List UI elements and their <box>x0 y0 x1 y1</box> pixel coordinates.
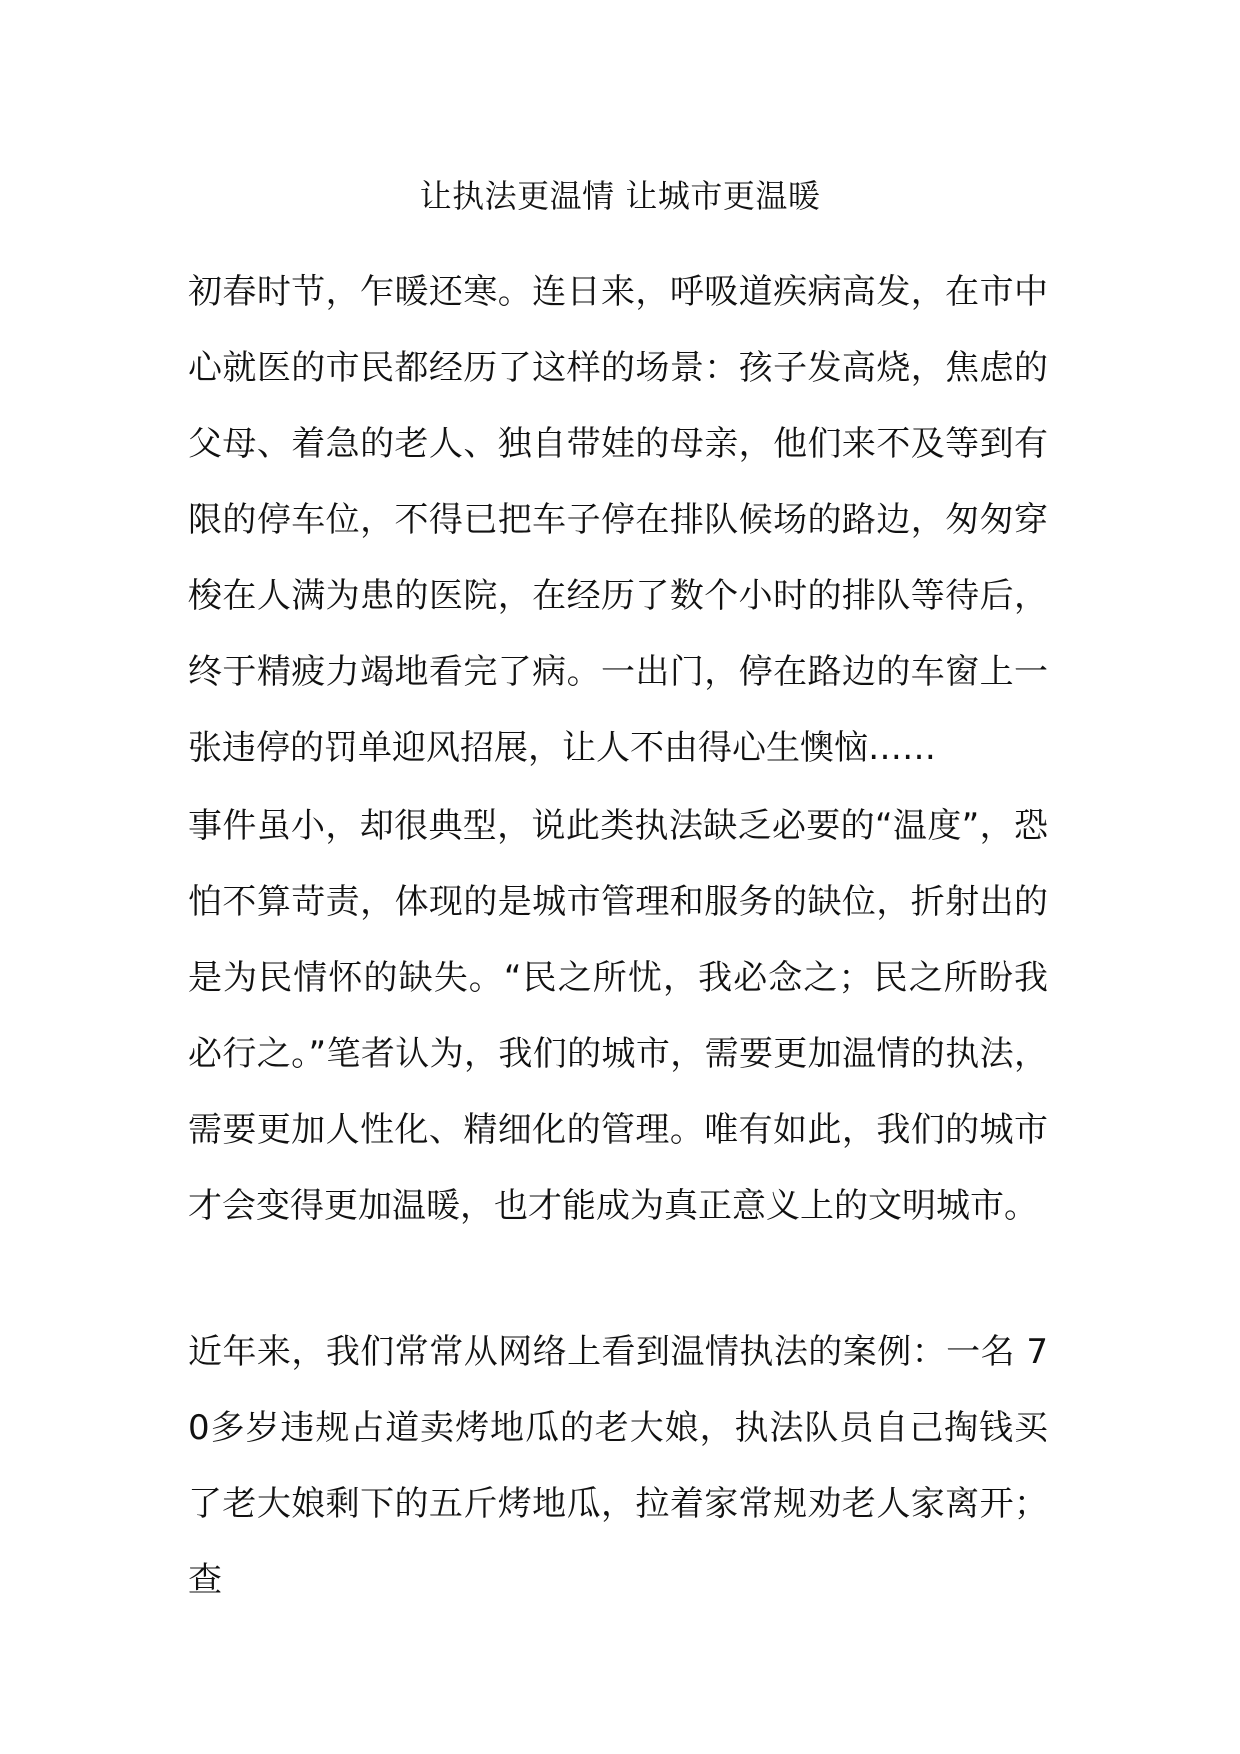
document-title: 让执法更温情 让城市更温暖 <box>419 177 821 215</box>
paragraph-2: 事件虽小，却很典型，说此类执法缺乏必要的“温度”，恐怕不算苛责，体现的是城市管理和服务的缺位，折射出的是为民情怀的缺失。“民之所忧，我必念之；民之所盼我必行之。”笔者认为，我们的城市，需要更加温情的执法，需要更加人性化、精细化的管理。唯有如此，我们的城市才会变得更加温暖，也才能成为真正意义上的文明城市。 <box>188 806 1048 1226</box>
paragraph-1: 初春时节，乍暖还寒。连日来，呼吸道疾病高发，在市中心就医的市民都经历了这样的场景：孩子发高烧，焦虑的父母、着急的老人、独自带娃的母亲，他们来不及等到有限的停车位，不得已把车子停在排队候场的路边，匆匆穿梭在人满为患的医院，在经历了数个小时的排队等待后，终于精疲力竭地看完了病。一出门，停在路边的车窗上一张违停的罚单迎风招展，让人不由得心生懊恼…… <box>188 272 1048 768</box>
paragraph-3: 近年来，我们常常从网络上看到温情执法的案例：一名 70多岁违规占道卖烤地瓜的老大娘，执法队员自己掏钱买了老大娘剩下的五斤烤地瓜，拉着家常规劝老人家离开；查 <box>188 1332 1048 1600</box>
